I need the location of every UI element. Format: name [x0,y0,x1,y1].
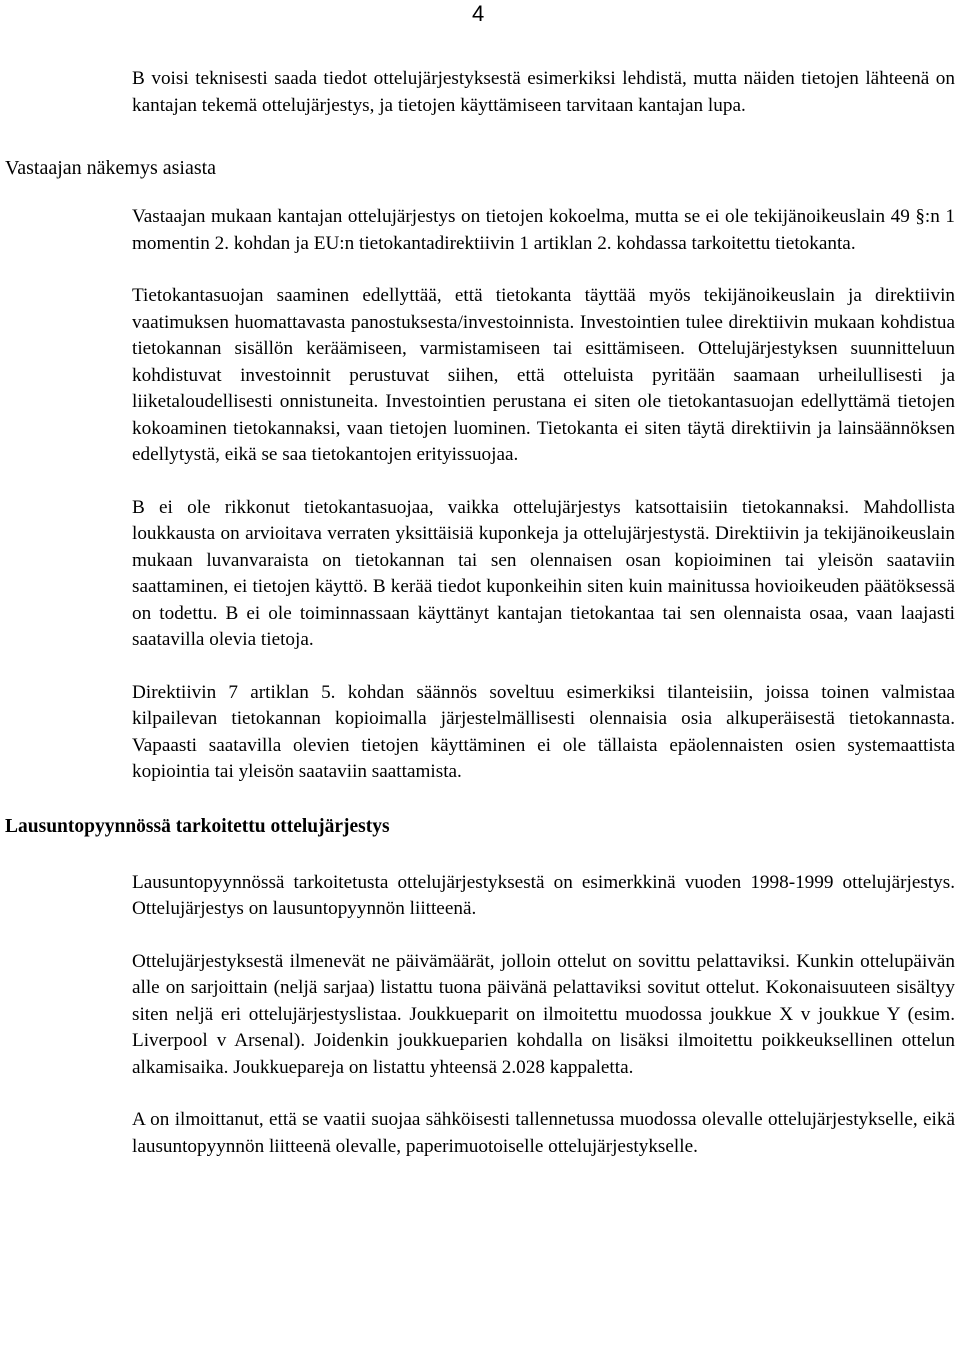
paragraph-4: B ei ole rikkonut tietokantasuojaa, vaikka ottelujärjestys katsottaisiin tietokannaksi. Mahdollista loukkausta on arvioitava verraten yksittäisiä kuponkeja ja ottelujärjestystä. Direktiivin ja tekijänoikeuslain mukaan luvanvaraista on tietokannan tai sen olennaisen osan kopioiminen tai yleisön saataviin saattaminen, ei tietojen käyttö. B kerää tiedot kuponkeihin siten kuin mainitussa hovioikeuden päätöksessä on todettu. B ei ole toiminnassaan käyttänyt kantajan tietokantaa tai sen olennaista osaa, vaan laajasti saatavilla olevia tietoja. [132,496,955,650]
paragraph-5: Direktiivin 7 artiklan 5. kohdan säännös soveltuu esimerkiksi tilanteisiin, joissa toinen valmistaa kilpailevan tietokannan kopioimalla järjestelmällisesti olennaisia osia alkuperäisestä tietokannasta. Vapaasti saatavilla olevien tietojen käyttäminen ei ole tällaista epäolennaisten osien systemaattista kopiointia tai yleisön saataviin saattamista. [132,681,955,782]
paragraph-8: A on ilmoittanut, että se vaatii suojaa sähköisesti tallennetussa muodossa olevalle ottelujärjestykselle, eikä lausuntopyynnön liitteenä olevalle, paperimuotoiselle ottelujärjestykselle. [132,1109,955,1157]
paragraph-1: B voisi teknisesti saada tiedot ottelujärjestyksestä esimerkiksi lehdistä, mutta näiden tietojen lähteenä on kantajan tekemä ottelujärjestys, ja tietojen käyttämiseen tarvitaan kantajan lupa. [132,68,955,116]
page-number: 4 [472,1,485,26]
section-heading-lausuntopyynnossa: Lausuntopyynnössä tarkoitettu ottelujärjestys [5,815,390,837]
section-heading-vastaajan-nakemys: Vastaajan näkemys asiasta [5,157,217,179]
paragraph-3: Tietokantasuojan saaminen edellyttää, että tietokanta täyttää myös tekijänoikeuslain ja direktiivin vaatimuksen huomattavasta panostuksesta/investoinnista. Investointien tulee direktiivin mukaan kohdistua tietokannan sisällön keräämiseen, varmistamiseen tai esittämiseen. Ottelujärjestyksen suunnitteluun kohdistuvat investoinnit perustuvat siihen, että otteluista pyritään saamaan urheilullisesti ja liiketaloudellisesti onnistuneita. Investointien perustana ei siten ole tietokantasuojan edellyttämä tietojen kokoaminen tietokannaksi, vaan tietojen luominen. Tietokanta ei siten täytä direktiivin ja lainsäännöksen edellytystä, eikä se saa tietokantojen erityissuojaa. [132,285,955,465]
document-body [5,66,955,1160]
paragraph-7: Ottelujärjestyksestä ilmenevät ne päivämäärät, jolloin ottelut on sovittu pelattaviksi. Kunkin ottelupäivän alle on sarjoittain (neljä sarjaa) listattu tuona päivänä pelattaviksi sovitut ottelut. Kokonaisuuteen sisältyy siten neljä eri ottelujärjestyslistaa. Joukkueparit on ilmoitettu muodossa joukkue X v joukkue Y (esim. Liverpool v Arsenal). Joidenkin joukkueparien kohdalla on lisäksi ilmoitettu poikkeuksellinen ottelun alkamisaika. Joukkuepareja on listattu yhteensä 2.028 kappaletta. [132,950,955,1078]
paragraph-2: Vastaajan mukaan kantajan ottelujärjestys on tietojen kokoelma, mutta se ei ole tekijänoikeuslain 49 §:n 1 momentin 2. kohdan ja EU:n tietokantadirektiivin 1 artiklan 2. kohdassa tarkoitettu tietokanta. [132,206,955,254]
paragraph-6: Lausuntopyynnössä tarkoitetusta ottelujärjestyksestä on esimerkkinä vuoden 1998-1999 ottelujärjestys. Ottelujärjestys on lausuntopyynnön liitteenä. [132,871,955,919]
